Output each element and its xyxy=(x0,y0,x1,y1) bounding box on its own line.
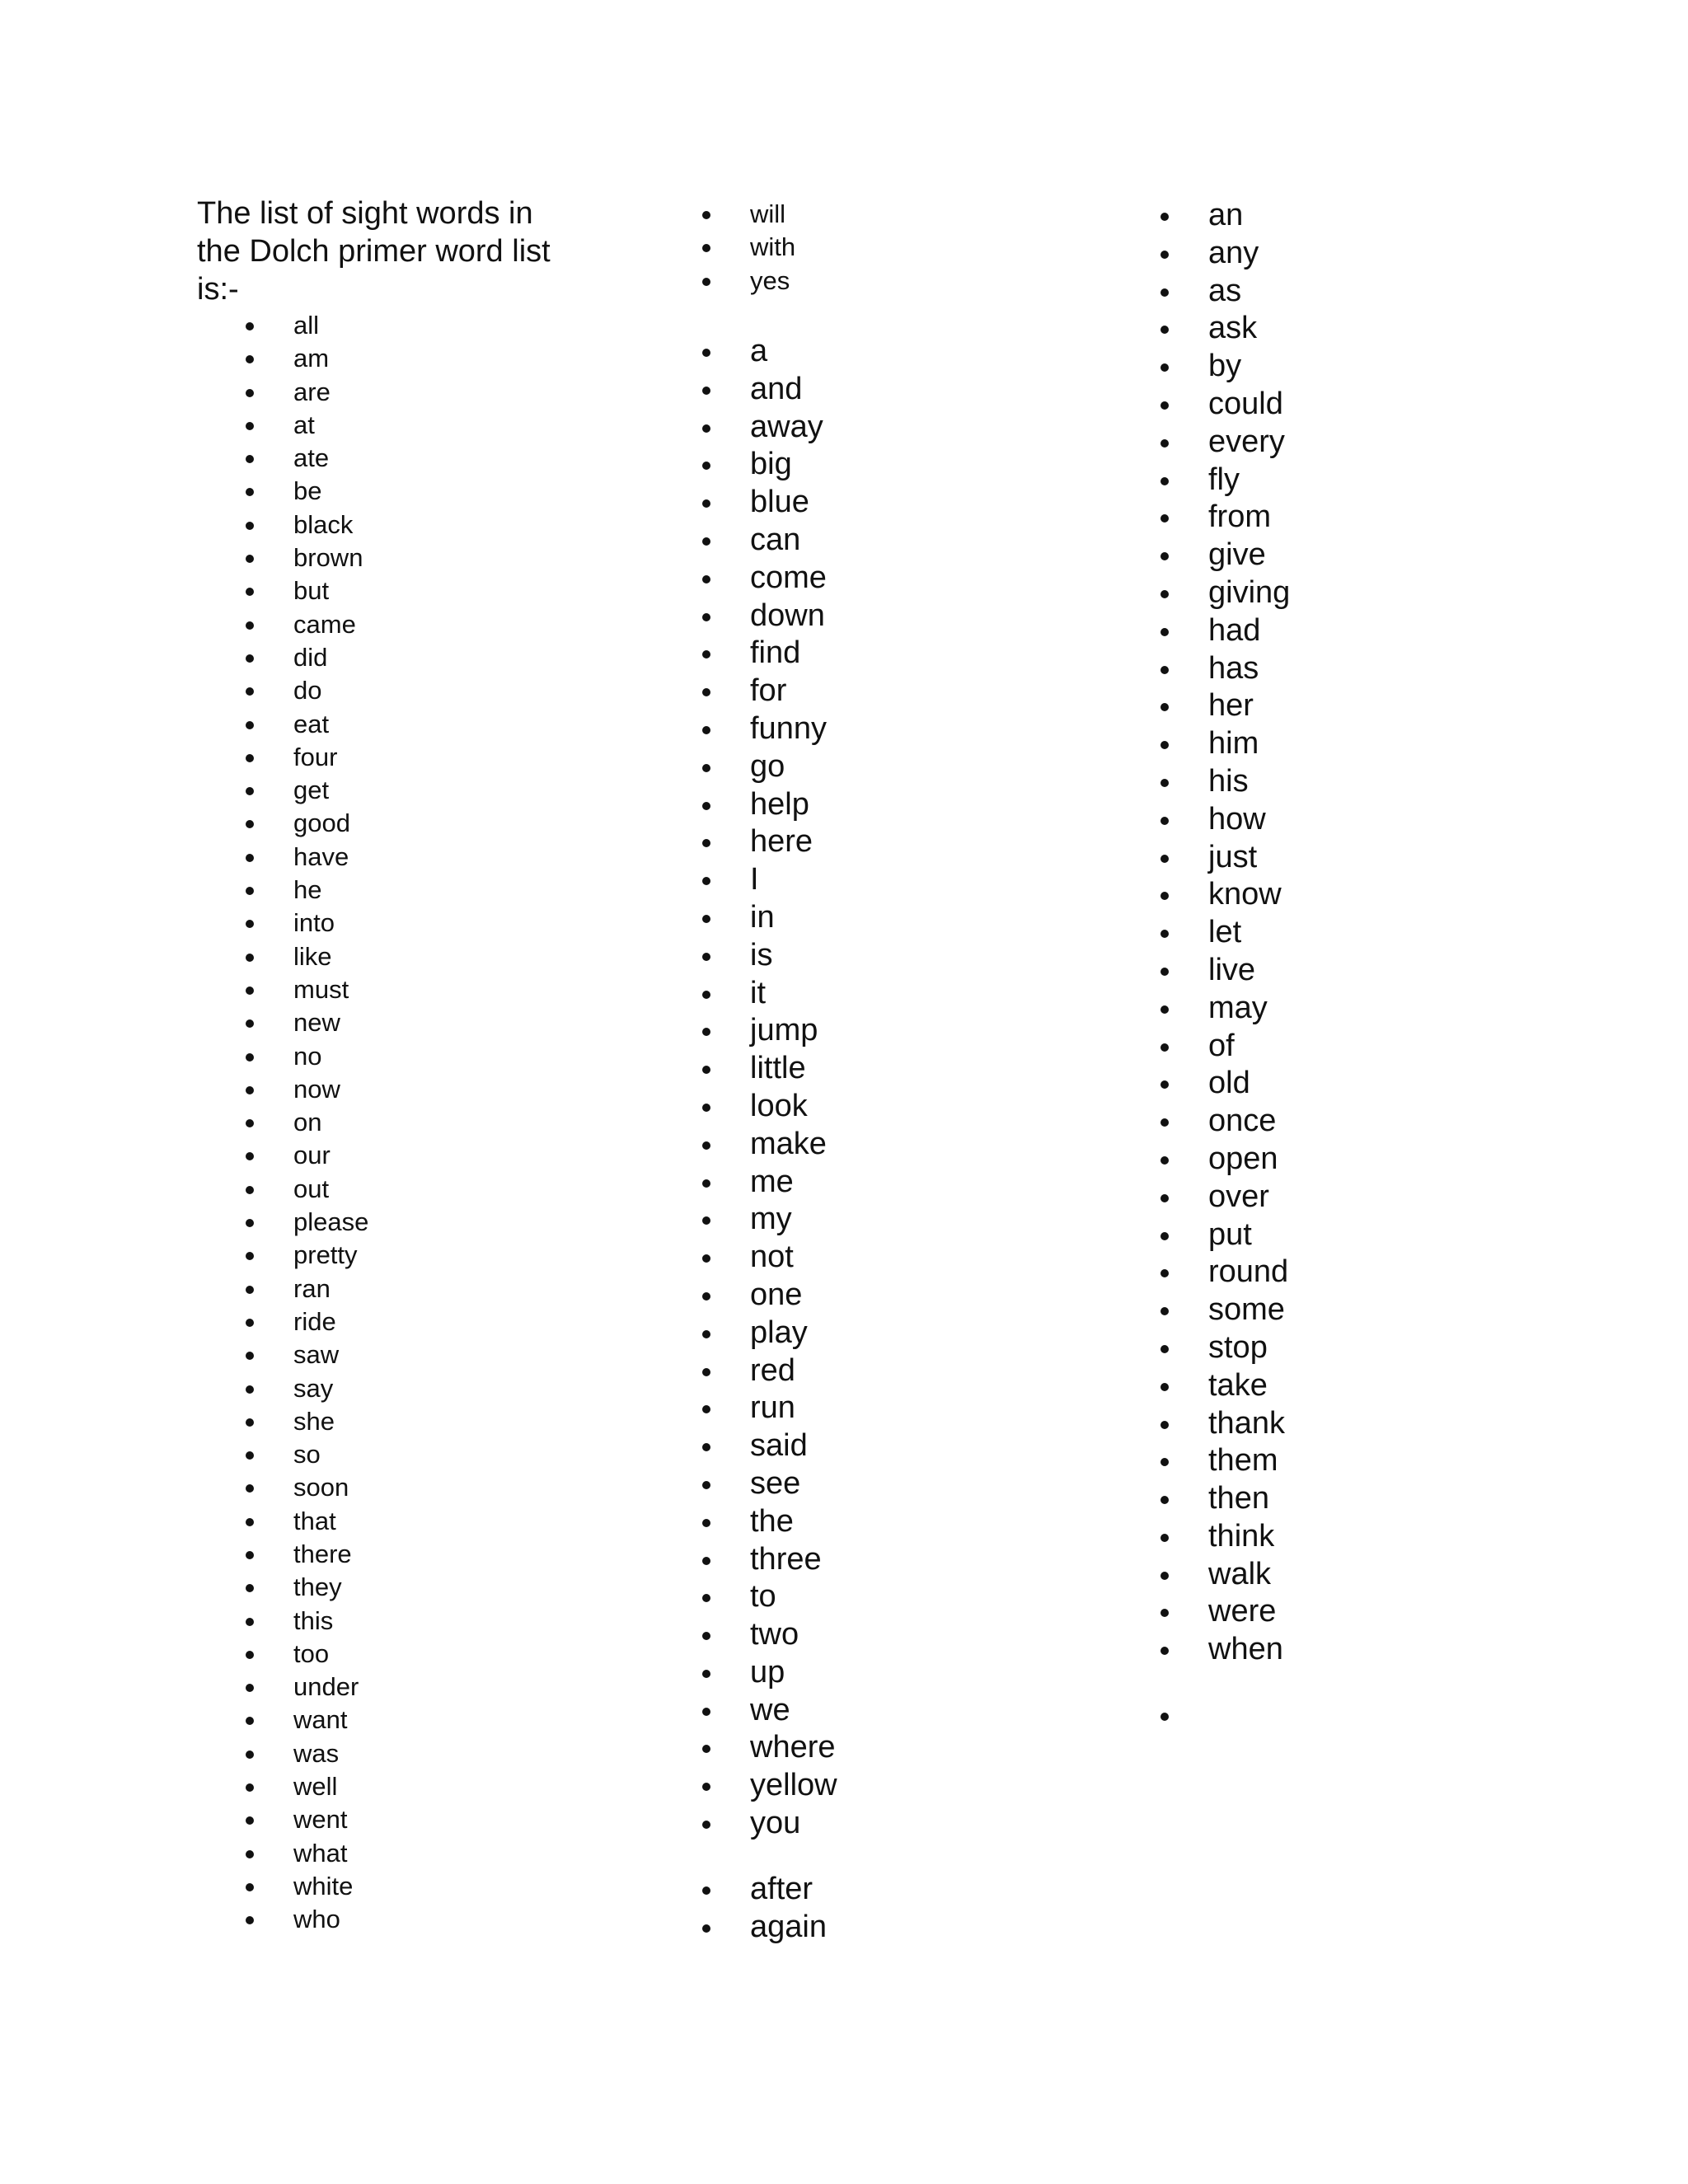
list-item: up xyxy=(750,1654,837,1692)
word-list-column-2-bottom xyxy=(750,1871,827,1947)
list-item: giving xyxy=(1208,574,1290,612)
list-item: went xyxy=(293,1803,368,1836)
list-item: came xyxy=(293,608,368,641)
list-item: big xyxy=(750,446,837,484)
list-item: yes xyxy=(750,265,795,298)
list-item: was xyxy=(293,1737,368,1770)
list-item: ran xyxy=(293,1272,368,1305)
list-item: funny xyxy=(750,710,837,748)
list-item: this xyxy=(293,1605,368,1638)
list-item: I xyxy=(750,861,837,899)
list-item: after xyxy=(750,1871,827,1909)
list-item: some xyxy=(1208,1291,1290,1329)
list-item: were xyxy=(1208,1593,1290,1631)
list-item: to xyxy=(750,1578,837,1616)
list-item: here xyxy=(750,823,837,861)
list-item: into xyxy=(293,907,368,940)
list-item: said xyxy=(750,1427,837,1465)
list-item: two xyxy=(750,1616,837,1654)
list-item: on xyxy=(293,1106,368,1139)
list-item: eat xyxy=(293,708,368,741)
list-item: take xyxy=(1208,1367,1290,1405)
list-item: what xyxy=(293,1837,368,1870)
list-item: four xyxy=(293,741,368,774)
list-item: say xyxy=(293,1372,368,1405)
list-item: stop xyxy=(1208,1329,1290,1367)
page-title: The list of sight words in the Dolch primer word list is:- xyxy=(197,196,551,307)
list-item: had xyxy=(1208,612,1290,650)
list-item: three xyxy=(750,1541,837,1579)
list-item: now xyxy=(293,1073,368,1106)
list-item: blue xyxy=(750,484,837,522)
list-item: and xyxy=(750,371,837,409)
list-item: for xyxy=(750,673,837,710)
list-item: can xyxy=(750,522,837,560)
list-item: that xyxy=(293,1505,368,1538)
list-item: then xyxy=(1208,1480,1290,1518)
list-item: thank xyxy=(1208,1405,1290,1443)
list-item: ate xyxy=(293,442,368,475)
list-item: let xyxy=(1208,914,1290,952)
word-list-column-2-top xyxy=(750,198,795,298)
list-item: ask xyxy=(1208,310,1290,348)
list-item: jump xyxy=(750,1012,837,1050)
list-item: but xyxy=(293,574,368,607)
list-item: the xyxy=(750,1503,837,1541)
list-item: walk xyxy=(1208,1556,1290,1594)
list-item: fly xyxy=(1208,462,1290,499)
list-item: at xyxy=(293,409,368,442)
list-item: ride xyxy=(293,1305,368,1338)
list-item: is xyxy=(750,937,837,975)
list-item: come xyxy=(750,560,837,598)
list-item: play xyxy=(750,1315,837,1352)
list-item: where xyxy=(750,1729,837,1767)
list-item: new xyxy=(293,1006,368,1039)
word-list-column-1 xyxy=(293,309,368,1937)
list-item: get xyxy=(293,774,368,807)
list-item: every xyxy=(1208,424,1290,462)
list-item: round xyxy=(1208,1254,1290,1291)
list-item: please xyxy=(293,1206,368,1239)
list-item: we xyxy=(750,1692,837,1730)
list-item: white xyxy=(293,1870,368,1903)
list-item: think xyxy=(1208,1518,1290,1556)
list-item: find xyxy=(750,635,837,673)
list-item: live xyxy=(1208,952,1290,990)
list-item: so xyxy=(293,1438,368,1471)
list-item: saw xyxy=(293,1338,368,1371)
list-item: his xyxy=(1208,763,1290,801)
list-item: her xyxy=(1208,687,1290,725)
list-item: good xyxy=(293,807,368,840)
list-item: out xyxy=(293,1173,368,1206)
list-item: of xyxy=(1208,1028,1290,1066)
list-item: did xyxy=(293,641,368,674)
list-item: black xyxy=(293,509,368,541)
list-item: have xyxy=(293,841,368,874)
list-item: give xyxy=(1208,537,1290,574)
list-item: old xyxy=(1208,1065,1290,1103)
list-item: him xyxy=(1208,725,1290,763)
list-item: they xyxy=(293,1571,368,1604)
list-item: well xyxy=(293,1770,368,1803)
list-item: by xyxy=(1208,348,1290,386)
list-item: must xyxy=(293,973,368,1006)
word-list-column-3 xyxy=(1208,197,1290,1669)
list-item: will xyxy=(750,198,795,231)
list-item: make xyxy=(750,1126,837,1164)
list-item: help xyxy=(750,786,837,824)
list-item: in xyxy=(750,899,837,937)
list-item: look xyxy=(750,1088,837,1126)
list-item: as xyxy=(1208,273,1290,311)
list-item: our xyxy=(293,1139,368,1172)
list-item: down xyxy=(750,598,837,635)
list-item: put xyxy=(1208,1216,1290,1254)
list-item: with xyxy=(750,231,795,264)
list-item: do xyxy=(293,674,368,707)
list-item: under xyxy=(293,1671,368,1704)
list-item: it xyxy=(750,975,837,1013)
list-item: brown xyxy=(293,541,368,574)
list-item: all xyxy=(293,309,368,342)
list-item: am xyxy=(293,342,368,375)
list-item: has xyxy=(1208,650,1290,688)
list-item: yellow xyxy=(750,1767,837,1805)
list-item: me xyxy=(750,1164,837,1202)
list-item: any xyxy=(1208,235,1290,273)
list-item: them xyxy=(1208,1442,1290,1480)
list-item: you xyxy=(750,1805,837,1843)
list-item: away xyxy=(750,409,837,447)
list-item: over xyxy=(1208,1179,1290,1216)
list-item: too xyxy=(293,1638,368,1671)
empty-bullet xyxy=(1160,1713,1169,1721)
list-item: could xyxy=(1208,386,1290,424)
list-item: he xyxy=(293,874,368,907)
list-item: just xyxy=(1208,839,1290,877)
list-item: when xyxy=(1208,1631,1290,1669)
list-item: my xyxy=(750,1201,837,1239)
list-item: open xyxy=(1208,1141,1290,1179)
list-item: from xyxy=(1208,499,1290,537)
list-item: one xyxy=(750,1277,837,1315)
list-item: run xyxy=(750,1390,837,1427)
list-item: not xyxy=(750,1239,837,1277)
list-item: pretty xyxy=(293,1239,368,1272)
list-item: how xyxy=(1208,801,1290,839)
list-item: a xyxy=(750,333,837,371)
list-item: soon xyxy=(293,1471,368,1504)
list-item: again xyxy=(750,1909,827,1947)
list-item: little xyxy=(750,1050,837,1088)
list-item: know xyxy=(1208,876,1290,914)
list-item: may xyxy=(1208,990,1290,1028)
list-item: there xyxy=(293,1538,368,1571)
list-item: go xyxy=(750,748,837,786)
list-item: like xyxy=(293,940,368,973)
list-item: once xyxy=(1208,1103,1290,1141)
list-item: be xyxy=(293,475,368,508)
list-item: see xyxy=(750,1465,837,1503)
list-item: want xyxy=(293,1704,368,1736)
word-list-column-2-main xyxy=(750,333,837,1843)
list-item: an xyxy=(1208,197,1290,235)
list-item: who xyxy=(293,1903,368,1936)
list-item: red xyxy=(750,1352,837,1390)
list-item: she xyxy=(293,1405,368,1438)
list-item: are xyxy=(293,376,368,409)
list-item: no xyxy=(293,1040,368,1073)
